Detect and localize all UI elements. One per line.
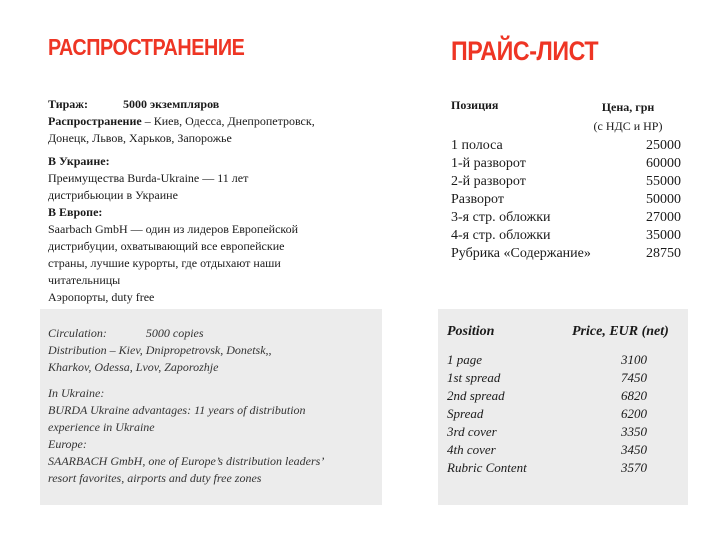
table-row bbox=[447, 387, 647, 405]
position-cell: 4th cover bbox=[447, 442, 496, 457]
circulation-en-line bbox=[48, 325, 272, 342]
table-row bbox=[451, 191, 681, 209]
table-row bbox=[447, 405, 647, 423]
price-cell: 3350 bbox=[621, 424, 647, 439]
position-cell: 2nd spread bbox=[447, 388, 505, 403]
price-ru-position-header: Позиция bbox=[451, 98, 499, 112]
table-row bbox=[447, 351, 647, 369]
table-row bbox=[447, 369, 647, 387]
ukraine-en-line: resort favorites, airports and duty free zones bbox=[48, 471, 262, 485]
table-row bbox=[451, 227, 681, 245]
distribution-ru-text: – Киев, Одесса, Днепропетровск, bbox=[141, 114, 315, 128]
circulation-ru-label: Тираж: bbox=[48, 97, 88, 111]
circulation-en-value: 5000 copies bbox=[145, 326, 204, 340]
distribution-ru-block bbox=[48, 96, 408, 147]
position-cell: 1-й разворот bbox=[451, 156, 526, 171]
distribution-ru-label: Распространение bbox=[48, 114, 142, 128]
position-cell: 1 page bbox=[447, 352, 483, 367]
price-cell: 7450 bbox=[621, 370, 647, 385]
price-cell: 6200 bbox=[621, 406, 647, 421]
position-cell: 4-я стр. обложки bbox=[451, 228, 551, 243]
price-cell: 3450 bbox=[621, 442, 647, 457]
ukraine-en-line: experience in Ukraine bbox=[48, 420, 155, 434]
ukraine-ru-line: дистрибьюции в Украине bbox=[48, 188, 178, 202]
price-cell: 3100 bbox=[621, 352, 647, 367]
europe-ru-line: страны, лучшие курорты, где отдыхают наши bbox=[48, 256, 281, 270]
europe-ru-label: В Европе: bbox=[48, 205, 103, 219]
position-cell: Spread bbox=[447, 406, 484, 421]
price-cell: 35000 bbox=[646, 228, 681, 243]
table-row bbox=[451, 155, 681, 173]
price-en-price-header: Price, EUR (net) bbox=[572, 324, 669, 339]
price-en-position-header: Position bbox=[447, 324, 495, 339]
price-cell: 50000 bbox=[646, 192, 681, 207]
ukraine-en-line: In Ukraine: bbox=[48, 386, 105, 400]
europe-ru-line: читательницы bbox=[48, 273, 121, 287]
position-cell: 3-я стр. обложки bbox=[451, 210, 551, 225]
position-cell: 2-й разворот bbox=[451, 174, 526, 189]
table-row bbox=[451, 209, 681, 227]
table-row bbox=[451, 245, 681, 263]
price-cell: 6820 bbox=[621, 388, 647, 403]
position-cell: Рубрика «Содержание» bbox=[451, 246, 591, 261]
price-cell: 55000 bbox=[646, 174, 681, 189]
ukraine-ru-line: Преимущества Burda-Ukraine — 11 лет bbox=[48, 171, 249, 185]
distribution-ru-line bbox=[48, 113, 408, 130]
price-ru-price-label: Цена, грн bbox=[601, 100, 655, 114]
distribution-ru-text2: Донецк, Львов, Харьков, Запорожье bbox=[48, 131, 232, 145]
circulation-en-label: Circulation: bbox=[48, 326, 107, 340]
table-row bbox=[447, 423, 647, 441]
price-cell: 60000 bbox=[646, 156, 681, 171]
price-table-ru bbox=[451, 137, 681, 263]
price-list-title: ПРАЙС-ЛИСТ bbox=[451, 36, 599, 66]
europe-ru-line: Аэропорты, duty free bbox=[48, 290, 155, 304]
circulation-ru-value: 5000 экземпляров bbox=[123, 97, 220, 111]
table-row bbox=[447, 441, 647, 459]
distribution-title: РАСПРОСТРАНЕНИЕ bbox=[48, 34, 245, 60]
ukraine-en-line: SAARBACH GmbH, one of Europe’s distribution leaders’ bbox=[48, 454, 325, 468]
europe-ru-line: дистрибуции, охватывающий все европейские bbox=[48, 239, 285, 253]
position-cell: Разворот bbox=[451, 192, 504, 207]
europe-ru-line: Saarbach GmbH — один из лидеров Европейской bbox=[48, 222, 299, 236]
circulation-ru-line bbox=[48, 96, 408, 113]
ukraine-en-line: Europe: bbox=[48, 437, 87, 451]
price-cell: 3570 bbox=[621, 460, 647, 475]
ukraine-ru-label: В Украине: bbox=[48, 154, 110, 168]
price-cell: 25000 bbox=[646, 138, 681, 153]
position-cell: 3rd cover bbox=[447, 424, 497, 439]
distribution-en-line: Distribution – Kiev, Dnipropetrovsk, Donetsk,, bbox=[48, 343, 272, 357]
distribution-en-line: Kharkov, Odessa, Lvov, Zaporozhje bbox=[48, 360, 219, 374]
table-row bbox=[447, 459, 647, 477]
table-row bbox=[451, 137, 681, 155]
table-row bbox=[451, 173, 681, 191]
price-ru-price-note: (с НДС и НР) bbox=[593, 119, 663, 133]
ukraine-europe-en-block bbox=[48, 385, 324, 487]
position-cell: 1st spread bbox=[447, 370, 501, 385]
price-ru-price-header bbox=[578, 98, 678, 136]
ukraine-europe-ru-block bbox=[48, 153, 408, 306]
position-cell: Rubric Content bbox=[447, 460, 527, 475]
price-table-en bbox=[447, 351, 647, 477]
distribution-en-block bbox=[48, 325, 272, 376]
price-cell: 28750 bbox=[646, 246, 681, 261]
ukraine-en-line: BURDA Ukraine advantages: 11 years of distribution bbox=[48, 403, 306, 417]
price-cell: 27000 bbox=[646, 210, 681, 225]
position-cell: 1 полоса bbox=[451, 138, 503, 153]
